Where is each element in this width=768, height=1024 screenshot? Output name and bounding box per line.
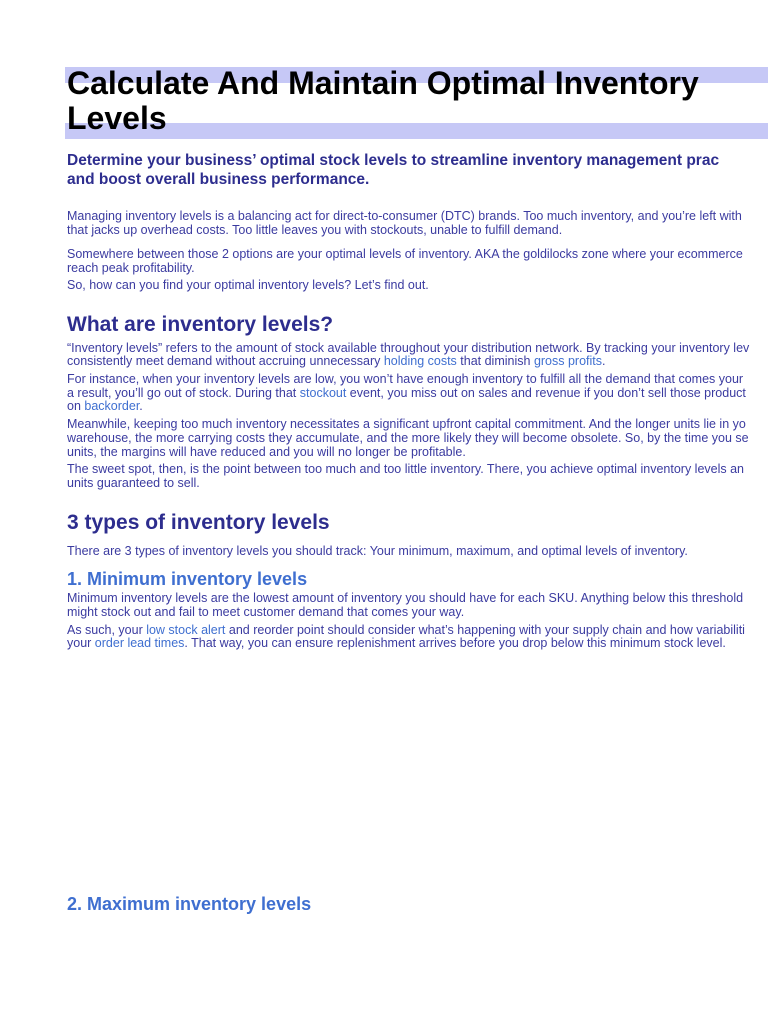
intro-line-2: that jacks up overhead costs. Too little leaves you with stockouts, unable to fulfill demand.	[67, 223, 563, 237]
what-p1-text-b: that diminish	[456, 354, 534, 368]
minimum-p2-text-b: and reorder point should consider what’s happening with your supply chain and how variabiliti	[225, 623, 745, 637]
what-p2-text-d: .	[139, 399, 143, 413]
what-p1-line-2	[67, 354, 606, 368]
heading-maximum-inventory-levels: 2. Maximum inventory levels	[67, 894, 312, 914]
heading-minimum-inventory-levels: 1. Minimum inventory levels	[67, 569, 308, 589]
what-p2-text-b: event, you miss out on sales and revenue if you don’t sell those product	[346, 386, 746, 400]
minimum-p2-text-a: As such, your	[67, 623, 147, 637]
what-p2-line-2	[67, 386, 746, 400]
gross-profits-link[interactable]: gross profits	[533, 354, 603, 368]
types-intro: There are 3 types of inventory levels you should track: Your minimum, maximum, and optimal levels of inventory.	[67, 544, 688, 558]
holding-costs-link[interactable]: holding costs	[383, 354, 457, 368]
what-p4-line-1: The sweet spot, then, is the point between too much and too little inventory. There, you achieve optimal inventory levels an	[67, 462, 745, 476]
heading-what-are-inventory-levels: What are inventory levels?	[67, 313, 334, 336]
minimum-p2-line-2	[67, 636, 726, 650]
heading-3-types: 3 types of inventory levels	[67, 511, 330, 534]
minimum-p1-line-1: Minimum inventory levels are the lowest amount of inventory you should have for each SKU. Anything below this threshold	[67, 591, 744, 605]
minimum-p2-line-1	[67, 623, 745, 637]
low-stock-alert-link[interactable]: low stock alert	[146, 623, 226, 637]
what-p2-text-c: on	[67, 399, 85, 413]
intro-line-5: So, how can you find your optimal inventory levels? Let’s find out.	[67, 278, 429, 292]
page-title: Calculate And Maintain Optimal Inventory Levels	[67, 65, 699, 136]
what-p1-line-1: “Inventory levels” refers to the amount of stock available throughout your distribution network. By tracking your inventory lev	[67, 341, 750, 355]
minimum-p2-text-d: . That way, you can ensure replenishment arrives before you drop below this minimum stock level.	[184, 636, 726, 650]
intro-line-1: Managing inventory levels is a balancing act for direct-to-consumer (DTC) brands. Too much inventory, and you’re left with	[67, 209, 742, 223]
order-lead-times-link[interactable]: order lead times	[94, 636, 185, 650]
minimum-p1-line-2: might stock out and fail to meet customer demand that comes your way.	[67, 605, 465, 619]
what-p1-text-a: consistently meet demand without accruing unnecessary	[67, 354, 384, 368]
what-p3-line-1: Meanwhile, keeping too much inventory necessitates a significant upfront capital commitment. And the longer units lie in yo	[67, 417, 746, 431]
what-p2-line-3	[67, 399, 143, 413]
what-p4-line-2: units guaranteed to sell.	[67, 476, 200, 490]
what-p2-text-a: a result, you’ll go out of stock. During that	[67, 386, 300, 400]
subtitle-line-2: and boost overall business performance.	[67, 171, 370, 188]
what-p2-line-1: For instance, when your inventory levels are low, you won’t have enough inventory to fulfill all the demand that comes your	[67, 372, 744, 386]
intro-line-3: Somewhere between those 2 options are your optimal levels of inventory. AKA the goldilocks zone where your ecommerce	[67, 247, 743, 261]
minimum-p2-text-c: your	[67, 636, 95, 650]
what-p3-line-2: warehouse, the more carrying costs they accumulate, and the more likely they will become obsolete. So, by the time you se	[67, 431, 749, 445]
what-p1-text-c: .	[602, 354, 606, 368]
backorder-link[interactable]: backorder	[84, 399, 140, 413]
subtitle-line-1: Determine your business’ optimal stock levels to streamline inventory management prac	[67, 152, 720, 169]
what-p3-line-3: units, the margins will have reduced and you will no longer be profitable.	[67, 445, 466, 459]
stockout-link[interactable]: stockout	[299, 386, 347, 400]
intro-line-4: reach peak profitability.	[67, 261, 195, 275]
